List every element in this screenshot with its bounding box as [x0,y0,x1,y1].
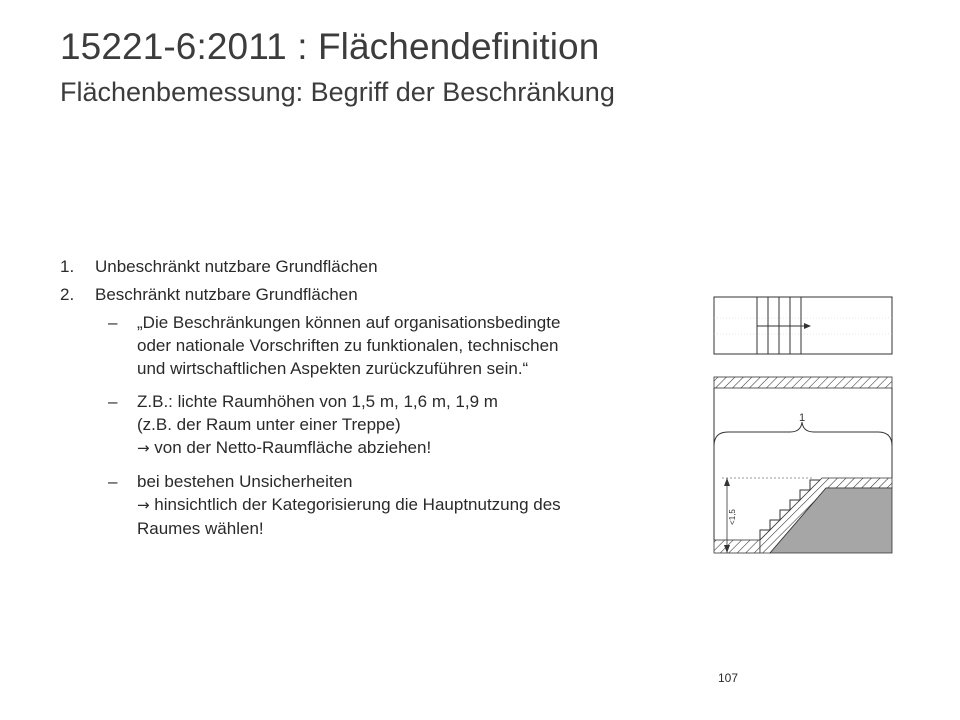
sub-item-quote [60,311,690,380]
sub-list [60,311,690,540]
dimension-label: 1 [798,412,806,424]
text-line [137,493,690,517]
list-item-1 [60,255,690,278]
text-fragment: hinsichtlich der Kategorisierung die Hauptnutzung des [149,495,561,514]
content-list [60,255,690,550]
arrow-right-icon: → [137,496,150,514]
list-item-text: Unbeschränkt nutzbare Grundflächen [95,257,378,276]
arrow-right-icon: → [137,439,150,457]
page-number: 107 [718,671,739,685]
list-number: 2. [60,285,75,304]
dash-bullet: – [108,392,118,411]
text-line: und wirtschaftlichen Aspekten zurückzuführen sein.“ [137,359,529,378]
height-label: <1,5 [728,509,737,525]
slide-subtitle: Flächenbemessung: Begriff der Beschränkung [60,77,615,107]
stair-section-figure [708,290,898,560]
text-line: Z.B.: lichte Raumhöhen von 1,5 m, 1,6 m, 1,9 m [137,392,498,411]
list-number: 1. [60,257,75,276]
text-line [137,436,690,460]
text-line: „Die Beschränkungen können auf organisationsbedingte [137,313,561,332]
slide-title: 15221-6:2011 : Flächendefinition [60,26,600,67]
dash-bullet: – [108,472,118,491]
text-line: oder nationale Vorschriften zu funktionalen, technischen [137,336,559,355]
text-line: bei bestehen Unsicherheiten [137,472,353,491]
text-fragment: von der Netto-Raumfläche abziehen! [149,438,432,457]
dash-bullet: – [108,313,118,332]
sub-item-example [60,390,690,460]
list-item-2 [60,283,690,306]
stair-plan-view [714,297,892,354]
text-line: Raumes wählen! [137,519,264,538]
text-line: (z.B. der Raum unter einer Treppe) [137,415,401,434]
stair-section-view [714,377,892,553]
sub-item-uncertainty [60,470,690,540]
list-item-text: Beschränkt nutzbare Grundflächen [95,285,358,304]
